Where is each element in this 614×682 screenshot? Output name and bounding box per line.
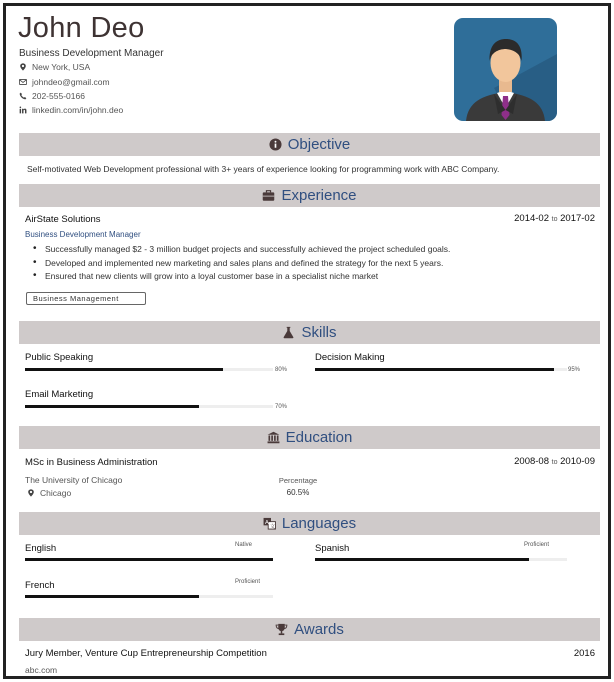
linkedin-text[interactable]: linkedin.com/in/john.deo bbox=[32, 105, 124, 115]
experience-bullet: • Developed and implemented new marketing and sales plans and defined the strategy for the next 5 years. bbox=[39, 258, 450, 272]
info-circle-icon bbox=[269, 138, 282, 151]
experience-bullets bbox=[39, 244, 450, 285]
language-bar-track bbox=[25, 595, 273, 598]
skill-name: Public Speaking bbox=[25, 352, 94, 363]
language-level: Native bbox=[235, 542, 253, 548]
skill-name: Decision Making bbox=[315, 352, 385, 363]
skill-bar-track bbox=[315, 368, 567, 371]
language-icon bbox=[263, 517, 276, 530]
avatar-illustration bbox=[454, 18, 557, 121]
trophy-icon bbox=[275, 623, 288, 636]
experience-title: Experience bbox=[281, 187, 357, 204]
university-icon bbox=[267, 431, 280, 444]
education-dates bbox=[507, 456, 595, 467]
experience-header bbox=[19, 184, 600, 207]
experience-role: Business Development Manager bbox=[25, 230, 141, 239]
contact-location bbox=[19, 62, 90, 72]
envelope-icon bbox=[19, 78, 27, 86]
svg-text:文: 文 bbox=[269, 523, 275, 530]
experience-dates bbox=[507, 213, 595, 224]
location-text: New York, USA bbox=[32, 62, 91, 72]
language-level: Proficient bbox=[235, 579, 261, 585]
award-year: 2016 bbox=[573, 648, 595, 659]
education-end: 2010-09 bbox=[560, 456, 595, 467]
experience-end: 2017-02 bbox=[560, 213, 595, 224]
experience-bullet: • Ensured that new clients will grow into a loyal customer base in a specialist niche market bbox=[39, 271, 450, 285]
language-name: English bbox=[25, 543, 57, 554]
experience-start: 2014-02 bbox=[514, 213, 549, 224]
skill-bar-fill bbox=[25, 368, 223, 371]
experience-bullet: • Successfully managed $2 - 3 million budget projects and successfully achieved the project scheduled goals. bbox=[39, 244, 450, 258]
briefcase-icon bbox=[262, 189, 275, 202]
language-bar-fill bbox=[25, 558, 273, 561]
contact-phone[interactable] bbox=[19, 91, 85, 101]
skill-bar-track bbox=[25, 368, 273, 371]
svg-text:A: A bbox=[264, 519, 269, 526]
skills-title: Skills bbox=[301, 324, 337, 341]
phone-text[interactable]: 202-555-0166 bbox=[32, 91, 85, 101]
awards-header bbox=[19, 618, 600, 641]
experience-company: AirState Solutions bbox=[25, 214, 101, 225]
education-degree: MSc in Business Administration bbox=[25, 457, 158, 468]
skill-bar-fill bbox=[315, 368, 554, 371]
language-bar-track bbox=[25, 558, 273, 561]
skill-bar-track bbox=[25, 405, 273, 408]
education-grade-label: Percentage bbox=[278, 476, 318, 485]
skill-percent: 70% bbox=[275, 404, 288, 410]
languages-header bbox=[19, 512, 600, 535]
skills-header bbox=[19, 321, 600, 344]
experience-tag: Business Management bbox=[26, 292, 146, 305]
skill-name: Email Marketing bbox=[25, 389, 94, 400]
education-to: to bbox=[551, 459, 558, 466]
map-marker-icon bbox=[19, 63, 27, 71]
language-bar-fill bbox=[315, 558, 529, 561]
language-bar-track bbox=[315, 558, 567, 561]
contact-linkedin[interactable] bbox=[19, 105, 123, 115]
contact-email[interactable] bbox=[19, 77, 110, 87]
education-header bbox=[19, 426, 600, 449]
education-start: 2008-08 bbox=[514, 456, 549, 467]
profile-photo bbox=[454, 18, 557, 121]
candidate-name: John Deo bbox=[18, 12, 145, 44]
languages-title: Languages bbox=[281, 515, 357, 532]
language-level: Proficient bbox=[524, 542, 550, 548]
map-marker-icon bbox=[27, 489, 35, 497]
education-city: Chicago bbox=[40, 488, 72, 498]
phone-icon bbox=[19, 92, 27, 100]
objective-title: Objective bbox=[287, 136, 351, 153]
candidate-title: Business Development Manager bbox=[19, 48, 164, 59]
linkedin-icon bbox=[19, 106, 27, 114]
education-grade-value: 60.5% bbox=[286, 488, 310, 497]
skill-bar-fill bbox=[25, 405, 199, 408]
awards-title: Awards bbox=[294, 621, 344, 638]
experience-to: to bbox=[551, 216, 558, 223]
resume-page bbox=[3, 3, 611, 679]
education-location bbox=[27, 488, 71, 498]
email-text[interactable]: johndeo@gmail.com bbox=[32, 77, 110, 87]
flask-icon bbox=[282, 326, 295, 339]
objective-text: Self-motivated Web Development professional with 3+ years of experience looking for programming work with ABC Company. bbox=[27, 164, 500, 174]
award-title: Jury Member, Venture Cup Entrepreneurship Competition bbox=[25, 648, 267, 659]
skill-percent: 80% bbox=[275, 367, 288, 373]
language-name: Spanish bbox=[315, 543, 350, 554]
language-bar-fill bbox=[25, 595, 199, 598]
language-name: French bbox=[25, 580, 55, 591]
skill-percent: 95% bbox=[568, 367, 581, 373]
education-title: Education bbox=[285, 429, 353, 446]
award-org: abc.com bbox=[25, 665, 58, 675]
education-school: The University of Chicago bbox=[25, 475, 123, 485]
objective-header bbox=[19, 133, 600, 156]
